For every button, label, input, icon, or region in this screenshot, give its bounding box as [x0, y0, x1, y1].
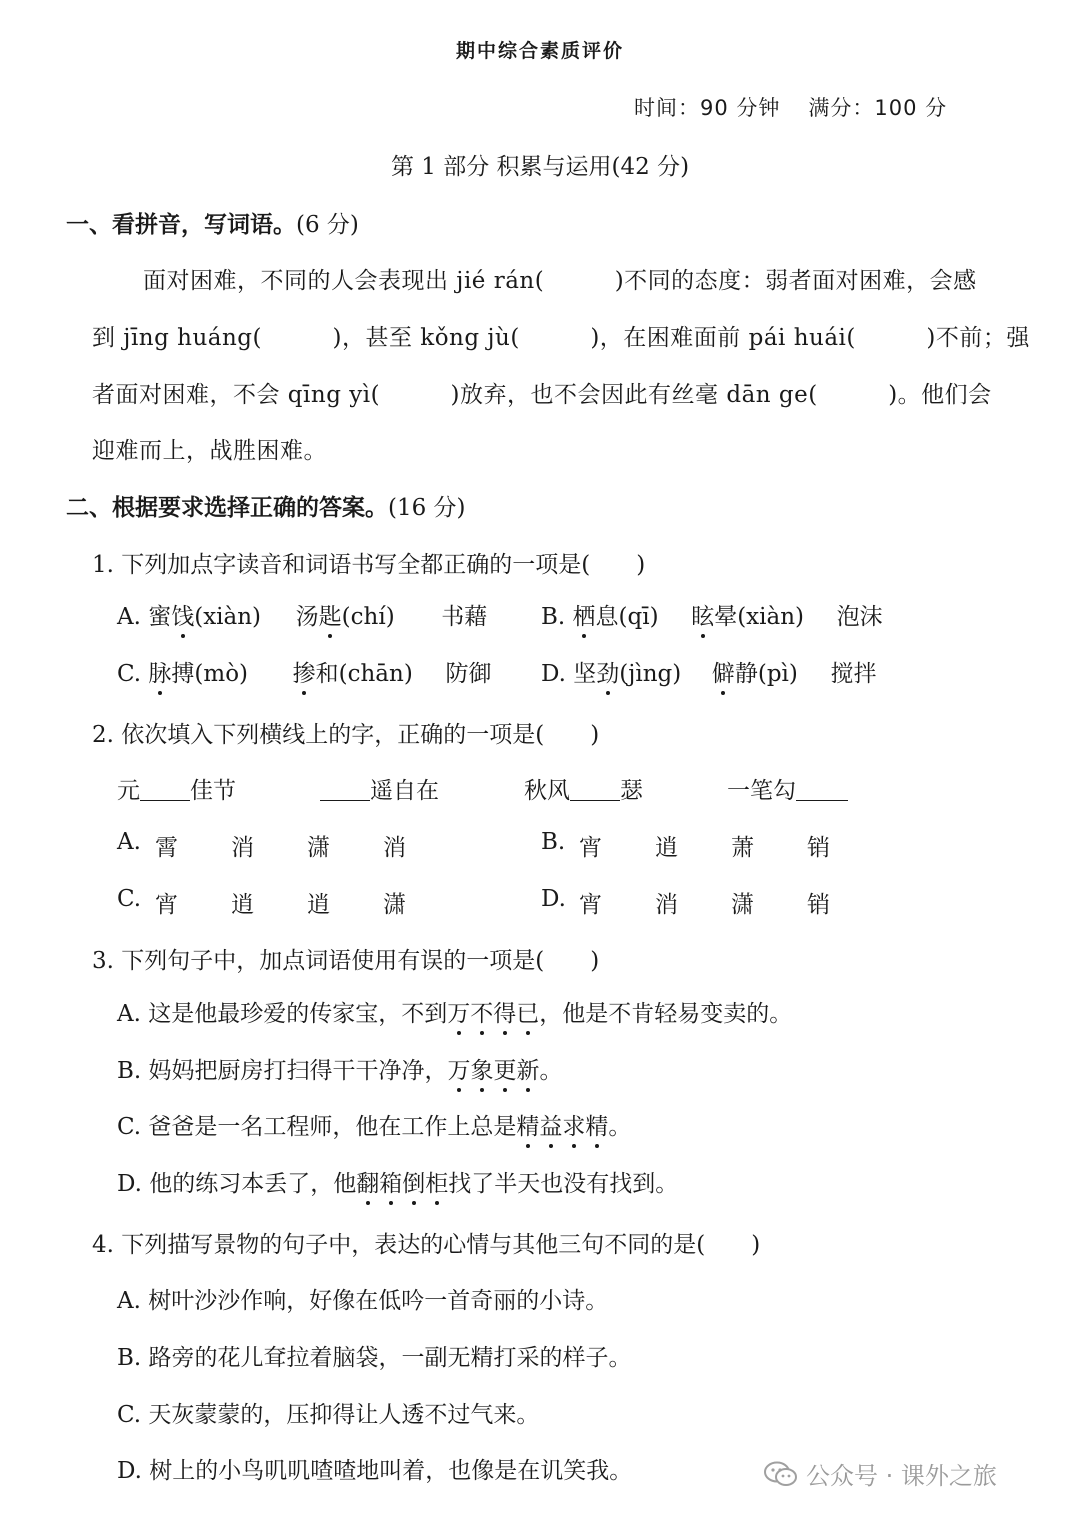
- q2-blank-1: [117, 772, 236, 805]
- option-letter: C.: [117, 661, 142, 687]
- option-text: 路旁的花儿耷拉着脑袋，一副无精打采的样子。: [148, 1345, 632, 1371]
- blank-after: 佳节: [190, 778, 236, 804]
- dotted-char: 精: [585, 1108, 608, 1141]
- option-letter: D.: [541, 886, 566, 912]
- option-letter: D.: [117, 1458, 142, 1484]
- score-label: 满分：100 分: [808, 96, 948, 120]
- q3-option-d: [117, 1165, 678, 1198]
- dotted-char: 不: [470, 995, 493, 1028]
- wechat-icon: [764, 1461, 798, 1487]
- q2-blank-2: [320, 772, 439, 805]
- dotted-char: 新: [517, 1052, 540, 1085]
- option-letter: A.: [117, 604, 141, 630]
- dotted-char: 僻: [712, 655, 735, 688]
- q1-stem: 1. 下列加点字读音和词语书写全都正确的一项是( ): [92, 552, 646, 578]
- option-text: ，他是不肯轻易变卖的。: [539, 1001, 793, 1027]
- section1-heading-text: 一、看拼音，写词语。: [66, 211, 296, 238]
- page-title: 期中综合素质评价: [455, 40, 624, 62]
- q4-option-a: [117, 1282, 608, 1315]
- dotted-char: 掺: [293, 655, 316, 688]
- pinyin: (jìng): [619, 661, 682, 687]
- pinyin: 息(qī): [595, 604, 659, 630]
- q2-option-c: [117, 886, 141, 912]
- q1-option-c: [117, 655, 491, 688]
- pinyin: 搏(mò): [171, 661, 249, 687]
- word: 书藉: [441, 604, 488, 630]
- option-text: 树上的小鸟叽叽喳喳地叫着，也像是在讥笑我。: [149, 1458, 633, 1484]
- section1-line-2: 到 jīng huáng( )，甚至 kǒng jù( )，在困难面前 pái huái( )不前；强: [92, 325, 1030, 351]
- option-text: 找了半天也没有找到。: [448, 1171, 679, 1197]
- dotted-char: 栖: [573, 598, 596, 631]
- option-char: 霄: [155, 835, 178, 861]
- word-part: 汤: [295, 604, 319, 630]
- q4-stem: 4. 下列描写景物的句子中，表达的心情与其他三句不同的是( ): [92, 1232, 761, 1258]
- blank-line[interactable]: [570, 777, 620, 801]
- pinyin: 晕(xiàn): [714, 604, 804, 630]
- section1-line-1: 面对困难，不同的人会表现出 jié rán( )不同的态度：弱者面对困难，会感: [143, 268, 977, 294]
- dotted-char: 匙: [319, 598, 342, 631]
- option-char: 宵: [579, 835, 602, 861]
- blank-before: 元: [117, 778, 140, 804]
- option-char: 销: [807, 835, 830, 861]
- q4-option-b: [117, 1339, 632, 1372]
- option-char: 消: [231, 835, 254, 861]
- pinyin: 和(chān): [315, 661, 413, 687]
- blank-before: 一笔勾: [727, 778, 796, 804]
- dotted-char: 脉: [148, 655, 171, 688]
- q1-option-a: [117, 598, 487, 631]
- option-char: 潇: [383, 892, 406, 918]
- watermark: [764, 1456, 997, 1491]
- option-letter: D.: [117, 1171, 142, 1197]
- option-char: 宵: [579, 892, 602, 918]
- q2-option-b: [541, 829, 565, 855]
- dotted-char: 眩: [691, 598, 714, 631]
- q4-option-d: [117, 1452, 632, 1485]
- dotted-char: 更: [494, 1052, 517, 1085]
- word-part: 蜜: [148, 604, 172, 630]
- dotted-char: 柜: [425, 1165, 448, 1198]
- option-char: 逍: [307, 892, 330, 918]
- watermark-text: 公众号 · 课外之旅: [806, 1462, 997, 1490]
- option-char: 逍: [231, 892, 254, 918]
- option-text: 。: [539, 1058, 563, 1084]
- option-text: 。: [608, 1114, 632, 1140]
- pinyin: 静(pì): [734, 661, 798, 687]
- section1-points: (6 分): [296, 212, 359, 238]
- q2-option-a: [117, 829, 141, 855]
- dotted-char: 万: [448, 1052, 471, 1085]
- section1-line-3: 者面对困难，不会 qīng yì( )放弃，也不会因此有丝毫 dān ge( )。他们会: [92, 382, 992, 408]
- exam-meta: [634, 92, 947, 122]
- option-letter: D.: [541, 661, 566, 687]
- dotted-char: 倒: [402, 1165, 425, 1198]
- option-char: 消: [655, 892, 678, 918]
- option-letter: B.: [117, 1345, 142, 1371]
- pinyin: (chí): [341, 604, 395, 630]
- dotted-char: 象: [471, 1052, 494, 1085]
- q1-option-b: [541, 598, 883, 631]
- part-title: 第 1 部分 积累与运用(42 分): [390, 154, 690, 180]
- dotted-char: 精: [516, 1108, 539, 1141]
- pinyin: (xiàn): [194, 604, 262, 630]
- dotted-char: 万: [447, 995, 470, 1028]
- word: 泡沫: [836, 604, 883, 630]
- option-char: 宵: [155, 892, 178, 918]
- dotted-char: 得: [493, 995, 516, 1028]
- section1-heading: [66, 206, 359, 239]
- word: 搅拌: [830, 661, 877, 687]
- q4-option-c: [117, 1396, 539, 1429]
- option-text: 天灰蒙蒙的，压抑得让人透不过气来。: [148, 1402, 540, 1428]
- option-letter: C.: [117, 1402, 142, 1428]
- blank-line[interactable]: [320, 777, 370, 801]
- blank-after: 遥自在: [370, 778, 439, 804]
- time-label: 时间：90 分钟: [634, 96, 781, 120]
- option-text: 树叶沙沙作响，好像在低吟一首奇丽的小诗。: [148, 1288, 609, 1314]
- option-letter: B.: [117, 1058, 142, 1084]
- dotted-char: 求: [562, 1108, 585, 1141]
- q2-option-d: [541, 886, 566, 912]
- option-text: 这是他最珍爱的传家宝，不到: [148, 1001, 448, 1027]
- q2-stem: 2. 依次填入下列横线上的字，正确的一项是( ): [92, 722, 600, 748]
- option-letter: A.: [117, 1288, 141, 1314]
- section2-heading: [66, 489, 466, 522]
- q1-option-d: [541, 655, 877, 688]
- section2-heading-text: 二、根据要求选择正确的答案。: [66, 494, 388, 521]
- dotted-char: 劲: [596, 655, 619, 688]
- option-text: 妈妈把厨房打扫得干干净净，: [148, 1058, 448, 1084]
- option-letter: B.: [541, 604, 566, 630]
- option-letter: C.: [117, 886, 142, 912]
- q2-blank-3: [524, 772, 643, 805]
- section1-line-4: 迎难而上，战胜困难。: [92, 438, 327, 464]
- option-char: 潇: [731, 892, 754, 918]
- q3-option-c: [117, 1108, 631, 1141]
- option-letter: A.: [117, 829, 141, 855]
- word: 防御: [445, 661, 492, 687]
- section2-points: (16 分): [388, 495, 466, 521]
- blank-before: 秋风: [524, 778, 570, 804]
- dotted-char: 益: [539, 1108, 562, 1141]
- q3-stem: 3. 下列句子中，加点词语使用有误的一项是( ): [92, 948, 600, 974]
- option-char: 消: [383, 835, 406, 861]
- q3-option-b: [117, 1052, 563, 1085]
- option-text: 他的练习本丢了，他: [149, 1171, 357, 1197]
- dotted-char: 饯: [171, 598, 194, 631]
- blank-line[interactable]: [140, 777, 190, 801]
- option-char: 萧: [731, 835, 754, 861]
- option-text: 爸爸是一名工程师，他在工作上总是: [148, 1114, 517, 1140]
- option-letter: A.: [117, 1001, 141, 1027]
- dotted-char: 已: [516, 995, 539, 1028]
- q3-option-a: [117, 995, 792, 1028]
- option-char: 逍: [655, 835, 678, 861]
- option-letter: B.: [541, 829, 566, 855]
- word-part: 坚: [573, 661, 597, 687]
- q2-blank-4: [727, 772, 848, 805]
- option-letter: C.: [117, 1114, 142, 1140]
- dotted-char: 箱: [379, 1165, 402, 1198]
- option-char: 销: [807, 892, 830, 918]
- dotted-char: 翻: [356, 1165, 379, 1198]
- blank-line[interactable]: [796, 777, 848, 801]
- blank-after: 瑟: [620, 778, 643, 804]
- option-char: 潇: [307, 835, 330, 861]
